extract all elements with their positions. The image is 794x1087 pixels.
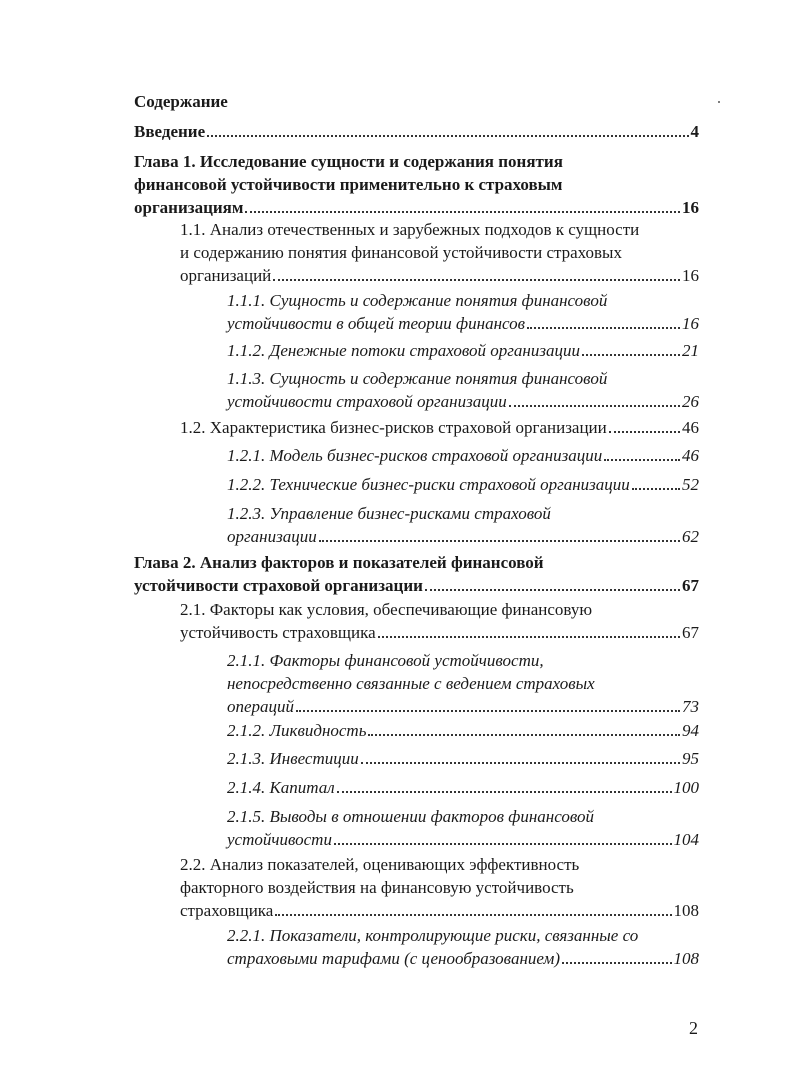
toc-entry-title: 1.2.1. Модель бизнес-рисков страховой организации: [227, 446, 603, 465]
toc-entry-title: устойчивости: [227, 830, 332, 849]
toc-entry-line: 2.1.1. Факторы финансовой устойчивости,: [227, 651, 544, 670]
toc-entry-title: 2.1.3. Инвестиции: [227, 749, 359, 768]
dot-leader: [632, 488, 680, 490]
toc-entry-title: организаций: [180, 266, 272, 285]
toc-entry-1-1-3[interactable]: [227, 367, 699, 413]
toc-heading: Содержание: [134, 92, 228, 111]
toc-entry-line: 2.2. Анализ показателей, оценивающих эффективность: [180, 855, 580, 874]
toc-entry-2-1[interactable]: [180, 598, 699, 644]
toc-page-number: 26: [682, 392, 699, 411]
toc-entry-line: 2.1. Факторы как условия, обеспечивающие финансовую: [180, 600, 593, 619]
toc-entry-title: операций: [227, 697, 295, 716]
toc-entry-title: 1.1.2. Денежные потоки страховой организации: [227, 341, 580, 360]
toc-entry-chapter-2[interactable]: [134, 551, 699, 597]
toc-entry-line: 1.2.3. Управление бизнес-рисками страховой: [227, 504, 551, 523]
toc-entry-line: финансовой устойчивости применительно к страховым: [134, 175, 563, 194]
toc-entry-2-1-1[interactable]: [227, 649, 699, 718]
toc-entry-title: 1.2.2. Технические бизнес-риски страховой организации: [227, 475, 630, 494]
toc-page-number: 62: [682, 527, 699, 546]
toc-entry-1-2-1[interactable]: [227, 444, 699, 467]
toc-page-number: 46: [682, 418, 699, 437]
dot-leader: [361, 762, 680, 764]
dot-leader: [296, 710, 680, 712]
dot-leader: [425, 589, 680, 591]
scan-speck: [718, 101, 720, 103]
toc-entry-2-2[interactable]: [180, 853, 699, 922]
toc-page-number: 67: [682, 623, 699, 642]
toc-page-number: 16: [682, 198, 699, 217]
dot-leader: [378, 636, 680, 638]
toc-entry-line: 1.1. Анализ отечественных и зарубежных подходов к сущности: [180, 220, 640, 239]
dot-leader: [562, 962, 671, 964]
toc-entry-title: устойчивости в общей теории финансов: [227, 314, 525, 333]
toc-entry-title: устойчивости страховой организации: [134, 576, 423, 595]
toc-entry-2-2-1[interactable]: [227, 924, 699, 970]
toc-entry-2-1-2[interactable]: [227, 719, 699, 742]
toc-entry-title: организации: [227, 527, 317, 546]
toc-entry-chapter-1[interactable]: [134, 150, 699, 219]
toc-entry-1-2-3[interactable]: [227, 502, 699, 548]
toc-page-number: 46: [682, 446, 699, 465]
toc-page-number: 16: [682, 266, 699, 285]
toc-page-number: 73: [682, 697, 699, 716]
toc-entry-line: 1.1.3. Сущность и содержание понятия финансовой: [227, 369, 608, 388]
toc-page-number: 52: [682, 475, 699, 494]
toc-entry-title: 2.1.2. Ликвидность: [227, 721, 367, 740]
dot-leader: [275, 914, 671, 916]
toc-page-number: 108: [673, 949, 699, 968]
dot-leader: [245, 211, 680, 213]
toc-entry-2-1-3[interactable]: [227, 747, 699, 770]
dot-leader: [319, 540, 680, 542]
dot-leader: [527, 327, 680, 329]
dot-leader: [334, 843, 672, 845]
toc-entry-introduction[interactable]: [134, 120, 699, 143]
toc-page-number: 100: [673, 778, 699, 797]
toc-page-number: 16: [682, 314, 699, 333]
dot-leader: [509, 405, 680, 407]
toc-entry-line: 2.2.1. Показатели, контролирующие риски, связанные со: [227, 926, 639, 945]
toc-entry-line: непосредственно связанные с ведением страховых: [227, 674, 595, 693]
toc-page-number: 94: [682, 721, 699, 740]
toc-page-number: 104: [673, 830, 699, 849]
toc-page-number: 108: [673, 901, 699, 920]
toc-page-number: 21: [682, 341, 699, 360]
toc-entry-line: 1.1.1. Сущность и содержание понятия финансовой: [227, 291, 608, 310]
toc-entry-2-1-4[interactable]: [227, 776, 699, 799]
toc-entry-title: устойчивости страховой организации: [227, 392, 507, 411]
toc-entry-title: организациям: [134, 198, 244, 217]
toc-entry-line: факторного воздействия на финансовую устойчивость: [180, 878, 574, 897]
toc-entry-line: и содержанию понятия финансовой устойчивости страховых: [180, 243, 622, 262]
toc-page-number: 95: [682, 749, 699, 768]
toc-entry-title: страховыми тарифами (с ценообразованием): [227, 949, 561, 968]
dot-leader: [337, 791, 672, 793]
page-number: 2: [689, 1018, 698, 1038]
toc-entry-title: Введение: [134, 122, 206, 141]
toc-page-number: 4: [690, 122, 699, 141]
toc-entry-title: 2.1.4. Капитал: [227, 778, 335, 797]
toc-entry-line: Глава 2. Анализ факторов и показателей финансовой: [134, 553, 544, 572]
toc-entry-1-2-2[interactable]: [227, 473, 699, 496]
toc-entry-title: 1.2. Характеристика бизнес-рисков страховой организации: [180, 418, 607, 437]
toc-entry-line: Глава 1. Исследование сущности и содержания понятия: [134, 152, 563, 171]
toc-entry-title: страховщика: [180, 901, 274, 920]
toc-entry-1-2[interactable]: [180, 416, 699, 439]
toc-entry-1-1-1[interactable]: [227, 289, 699, 335]
toc-page-number: 67: [682, 576, 699, 595]
toc-entry-line: 2.1.5. Выводы в отношении факторов финансовой: [227, 807, 595, 826]
dot-leader: [273, 279, 680, 281]
toc-entry-title: устойчивость страховщика: [180, 623, 376, 642]
dot-leader: [609, 431, 680, 433]
dot-leader: [368, 734, 680, 736]
toc-entry-2-1-5[interactable]: [227, 805, 699, 851]
toc-entry-1-1-2[interactable]: [227, 339, 699, 362]
toc-entry-1-1[interactable]: [180, 218, 699, 287]
dot-leader: [582, 354, 680, 356]
dot-leader: [604, 459, 680, 461]
dot-leader: [207, 135, 688, 137]
